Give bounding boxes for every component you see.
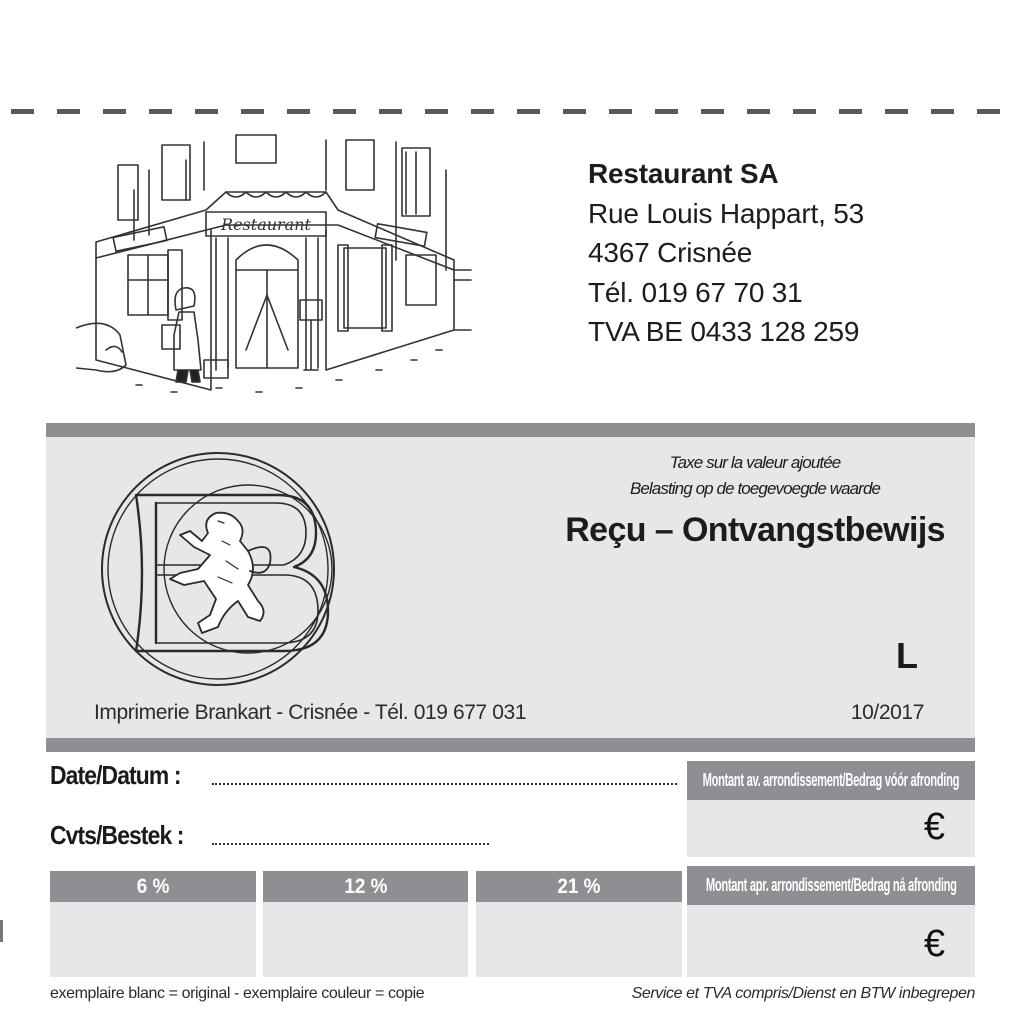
covers-input-line[interactable] xyxy=(212,842,489,845)
vat-column-21[interactable] xyxy=(476,871,682,977)
tax-label-dutch: Belasting op de toegevoegde waarde xyxy=(629,479,881,498)
vat-rate-label: 6 % xyxy=(136,875,170,898)
panel-bottom-bar xyxy=(46,738,975,752)
amount-after-rounding-input[interactable] xyxy=(687,905,975,977)
euro-icon: € xyxy=(923,806,945,848)
vat-input-21[interactable] xyxy=(476,902,682,977)
vat-column-12[interactable] xyxy=(263,871,468,977)
panel-top-bar xyxy=(46,423,975,437)
printer-credit: Imprimerie Brankart - Crisnée - Tél. 019 677 031 xyxy=(94,701,527,724)
series-letter: L xyxy=(896,635,918,676)
vat-rate-label: 21 % xyxy=(557,875,601,898)
date-input-line[interactable] xyxy=(212,782,677,785)
business-address-block xyxy=(588,154,864,352)
business-city: 4367 Crisnée xyxy=(588,237,753,268)
document-title: Reçu – Ontvangstbewijs xyxy=(565,511,945,549)
cut-line-divider xyxy=(0,109,1024,114)
tax-label-french: Taxe sur la valeur ajoutée xyxy=(669,453,841,472)
copies-note: exemplaire blanc = original - exemplaire couleur = copie xyxy=(50,985,425,1002)
vat-column-6[interactable] xyxy=(50,871,256,977)
business-street: Rue Louis Happart, 53 xyxy=(588,197,864,229)
vat-header-12 xyxy=(263,871,468,902)
vat-input-6[interactable] xyxy=(50,902,256,977)
brankart-lion-b-logo xyxy=(98,451,338,691)
euro-icon: € xyxy=(923,923,945,965)
vat-input-12[interactable] xyxy=(263,902,468,977)
amount-before-rounding-box[interactable] xyxy=(687,761,975,857)
amount-after-rounding-label: Montant apr. arrondissement/Bedrag ná afronding xyxy=(705,875,957,895)
print-date: 10/2017 xyxy=(850,701,924,724)
date-label: Date/Datum : xyxy=(50,760,181,790)
service-note: Service et TVA compris/Dienst en BTW inbegrepen xyxy=(631,985,975,1002)
amount-before-rounding-header xyxy=(687,761,975,800)
business-name: Restaurant SA xyxy=(588,158,779,189)
svg-text:Restaurant: Restaurant xyxy=(221,215,311,234)
vat-header-21 xyxy=(476,871,682,902)
covers-field[interactable] xyxy=(50,820,202,851)
business-phone: Tél. 019 67 70 31 xyxy=(588,276,803,308)
restaurant-storefront-illustration xyxy=(76,130,476,398)
edge-mark xyxy=(0,920,3,942)
amount-before-rounding-input[interactable] xyxy=(687,800,975,857)
date-field[interactable] xyxy=(50,760,198,791)
vat-rate-label: 12 % xyxy=(343,875,388,898)
covers-label: Cvts/Bestek : xyxy=(50,820,184,850)
amount-after-rounding-box[interactable] xyxy=(687,866,975,977)
amount-after-rounding-header xyxy=(687,866,975,905)
vat-header-6 xyxy=(50,871,256,902)
amount-before-rounding-label: Montant av. arrondissement/Bedrag vóór afronding xyxy=(702,770,960,790)
receipt-header-panel xyxy=(46,423,975,752)
business-vat-number: TVA BE 0433 128 259 xyxy=(588,316,860,347)
